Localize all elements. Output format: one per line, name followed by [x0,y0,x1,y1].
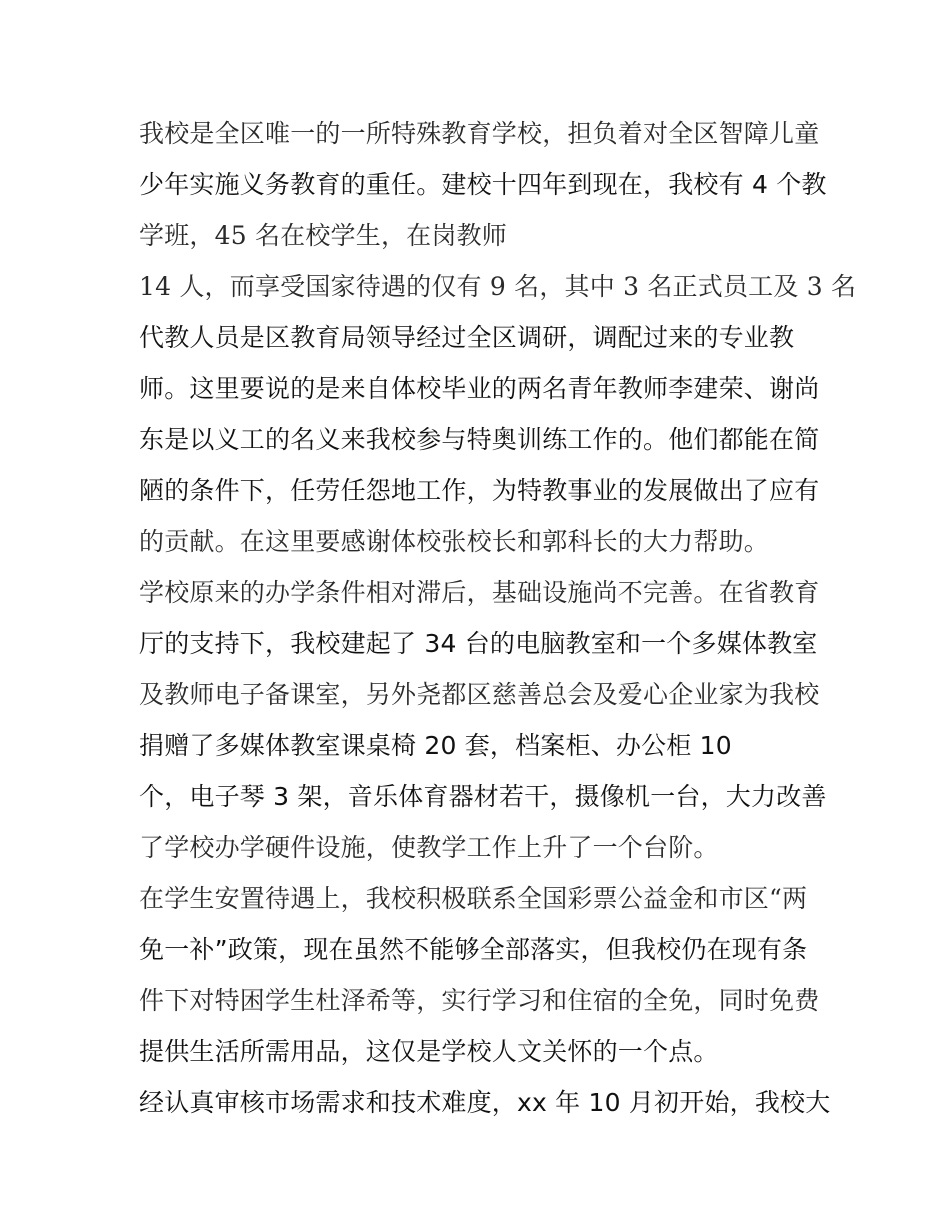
text-line-7: 东是以义工的名义来我校参与特奥训练工作的。他们都能在简 [139,425,820,454]
text-line-8: 陋的条件下，任劳任怨地工作，为特教事业的发展做出了应有 [139,476,820,505]
text-line-17: 免一补”政策，现在虽然不能够全部落实，但我校仍在现有条 [139,935,808,964]
text-line-19: 提供生活所需用品，这仅是学校人文关怀的一个点。 [139,1037,719,1066]
text-line-11: 厅的支持下，我校建起了 34 台的电脑教室和一个多媒体教室 [139,629,818,658]
text-line-3: 学班，45 名在校学生，在岗教师 [139,221,507,250]
text-line-20: 经认真审核市场需求和技术难度，xx 年 10 月初开始，我校大 [139,1088,831,1117]
text-line-15: 了学校办学硬件设施，使教学工作上升了一个台阶。 [139,833,719,862]
text-line-10: 学校原来的办学条件相对滞后，基础设施尚不完善。在省教育 [139,578,820,607]
text-line-18: 件下对特困学生杜泽希等，实行学习和住宿的全免，同时免费 [139,986,820,1015]
text-line-16: 在学生安置待遇上，我校积极联系全国彩票公益金和市区“两 [139,884,808,913]
text-line-14: 个，电子琴 3 架，音乐体育器材若干，摄像机一台，大力改善 [139,782,827,811]
document-body [139,108,857,1128]
text-line-4: 14 人，而享受国家待遇的仅有 9 名，其中 3 名正式员工及 3 名 [139,272,857,301]
text-line-6: 师。这里要说的是来自体校毕业的两名青年教师李建荣、谢尚 [139,374,820,403]
text-line-13: 捐赠了多媒体教室课桌椅 20 套，档案柜、办公柜 10 [139,731,732,760]
text-line-9: 的贡献。在这里要感谢体校张校长和郭科长的大力帮助。 [139,527,770,556]
text-line-5: 代教人员是区教育局领导经过全区调研，调配过来的专业教 [139,323,795,352]
text-line-12: 及教师电子备课室，另外尧都区慈善总会及爱心企业家为我校 [139,680,820,709]
text-line-2: 少年实施义务教育的重任。建校十四年到现在，我校有 4 个教 [139,170,827,199]
text-line-1: 我校是全区唯一的一所特殊教育学校，担负着对全区智障儿童 [139,119,820,148]
